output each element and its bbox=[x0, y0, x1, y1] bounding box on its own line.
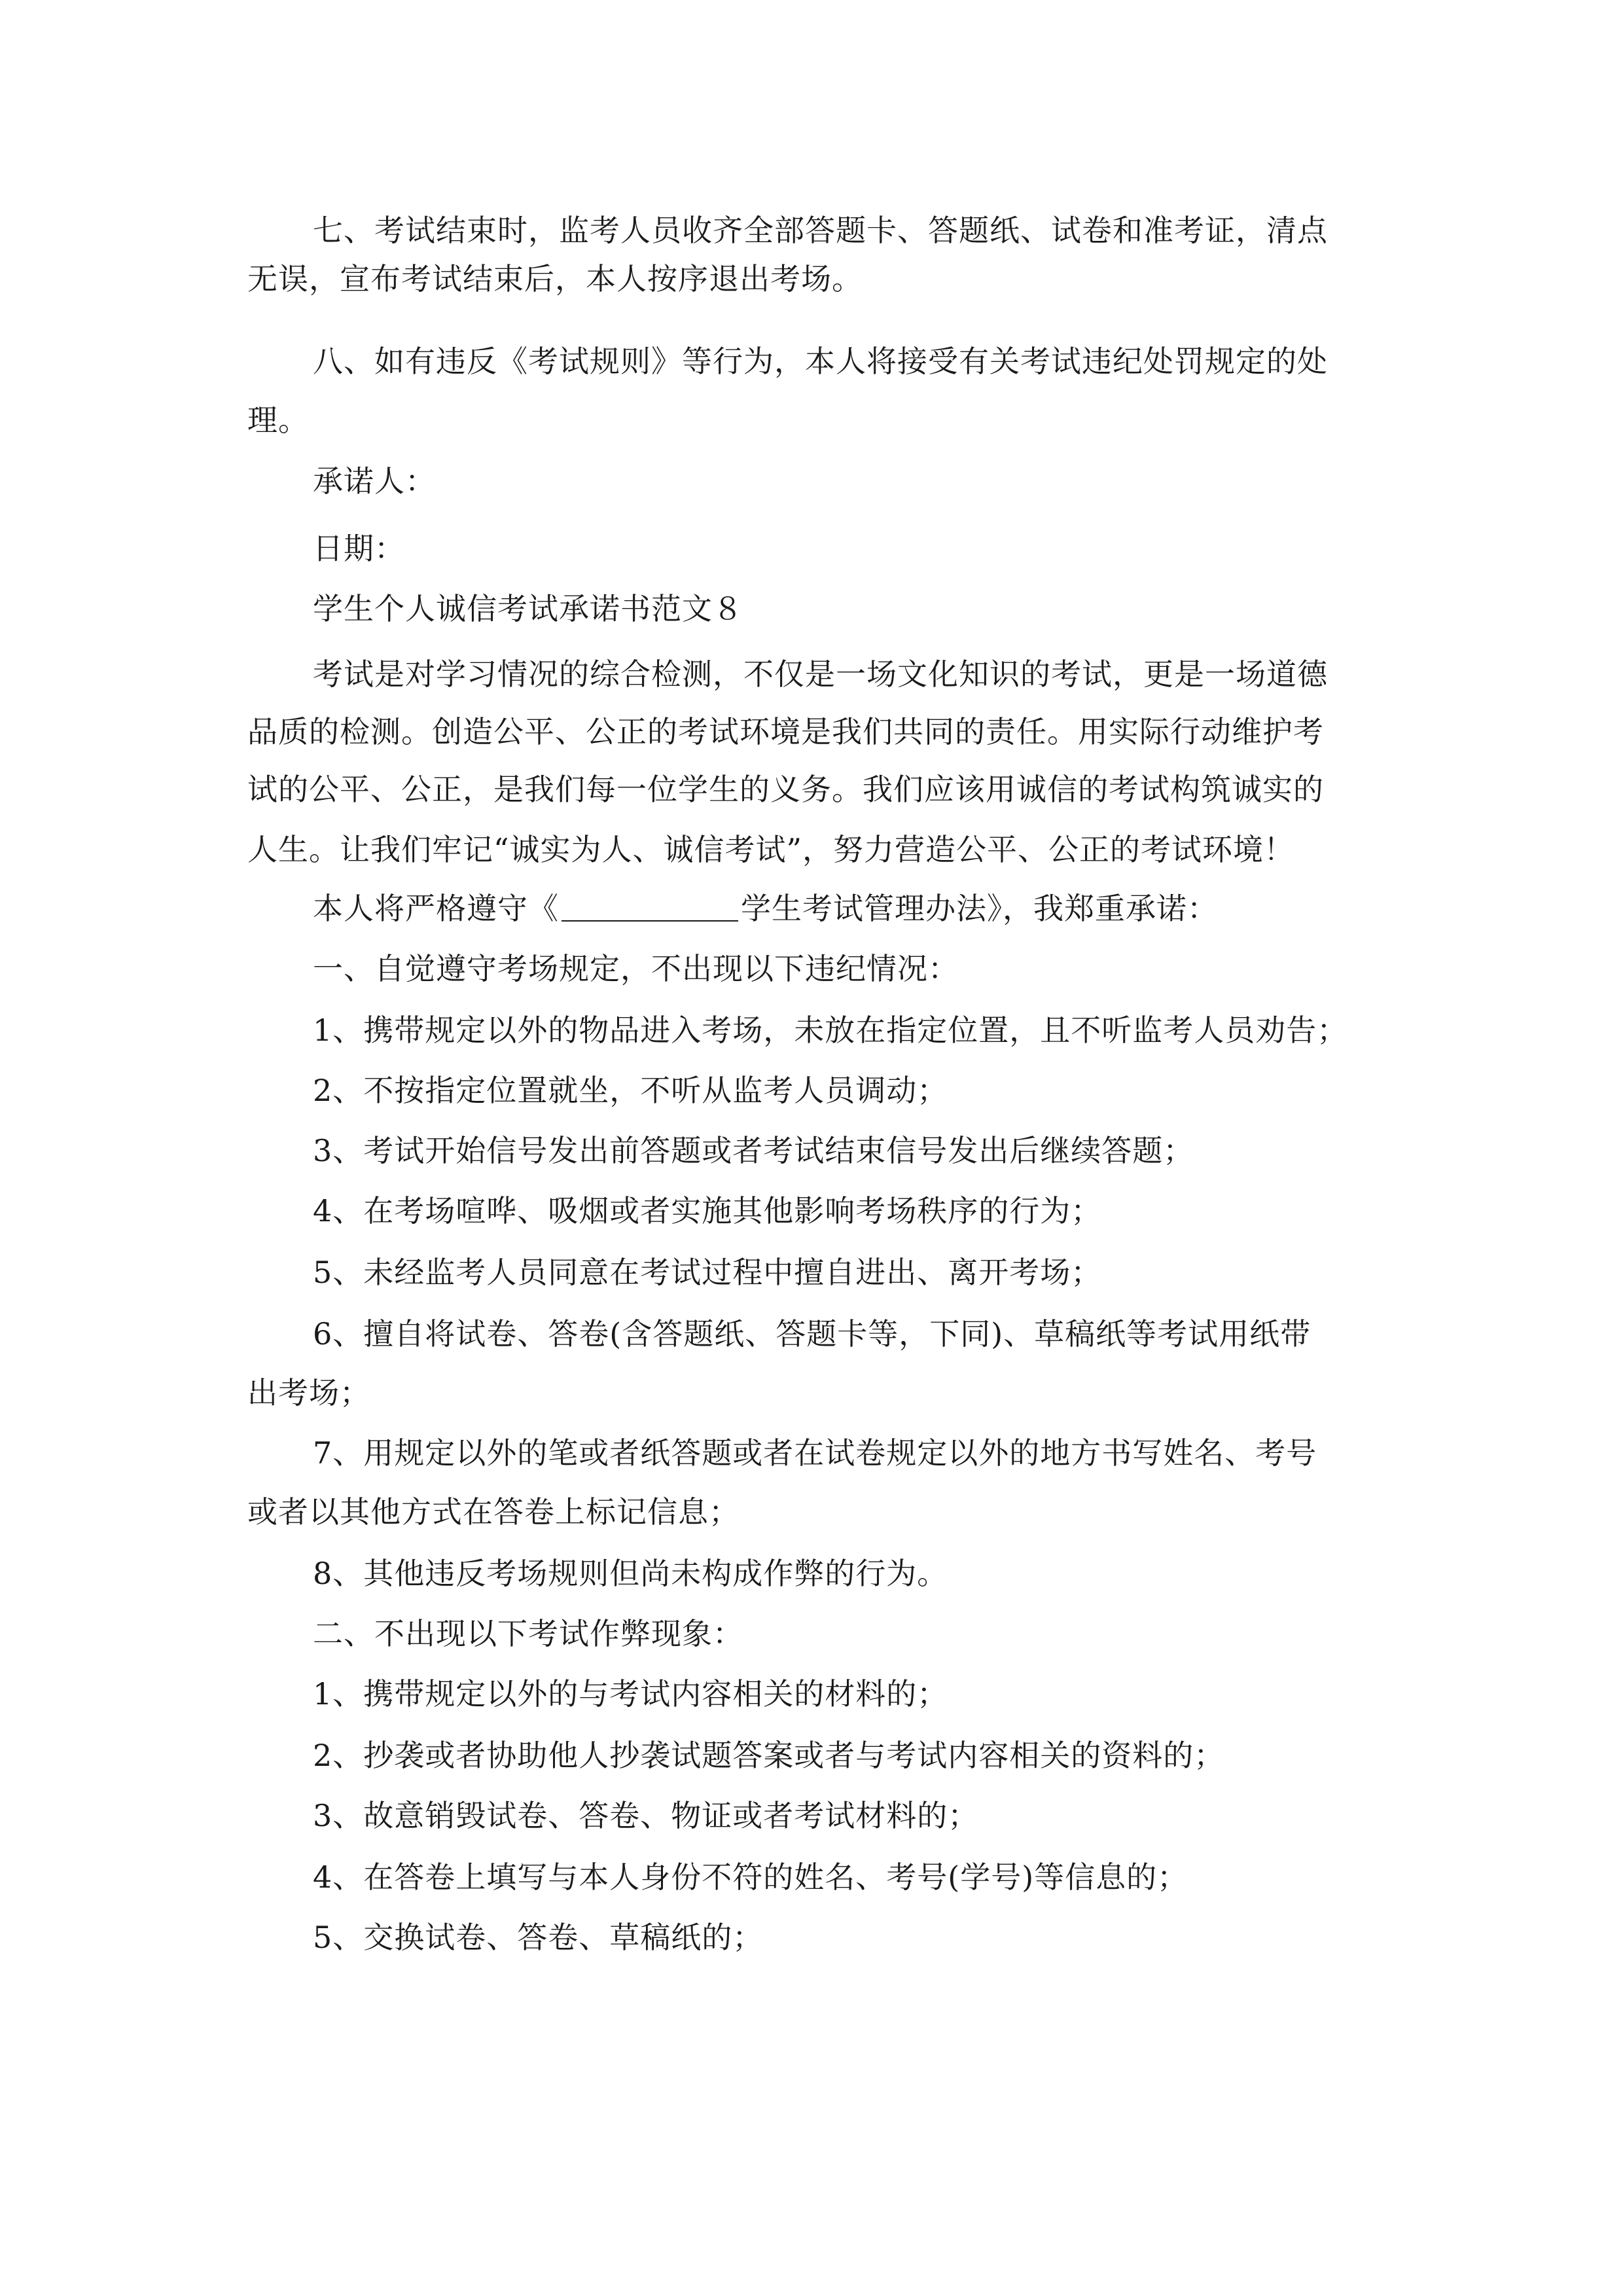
date-label: 日期： bbox=[313, 531, 405, 566]
pledge-line-after: 学生考试管理办法》，我郑重承诺： bbox=[741, 891, 1218, 926]
rule-1-3: 3、考试开始信号发出前答题或者考试结束信号发出后继续答题； bbox=[313, 1133, 1194, 1168]
intro-line-3: 试的公平、公正，是我们每一位学生的义务。我们应该用诚信的考试构筑诚实的 bbox=[247, 772, 1324, 807]
intro-line-2: 品质的检测。创造公平、公正的考试环境是我们共同的责任。用实际行动维护考 bbox=[247, 714, 1324, 749]
signer-label: 承诺人： bbox=[313, 463, 436, 499]
rule-1-7-line-2: 或者以其他方式在答卷上标记信息； bbox=[247, 1494, 740, 1530]
rule-2-1: 1、携带规定以外的与考试内容相关的材料的； bbox=[313, 1676, 948, 1712]
intro-line-4: 人生。让我们牢记“诚实为人、诚信考试”，努力营造公平、公正的考试环境！ bbox=[247, 832, 1295, 867]
para-7-line-2: 无误，宣布考试结束后，本人按序退出考场。 bbox=[247, 261, 863, 296]
rule-1-6-line-1: 6、擅自将试卷、答卷(含答题纸、答题卡等，下同)、草稿纸等考试用纸带 bbox=[313, 1316, 1311, 1352]
rule-1-8: 8、其他违反考场规则但尚未构成作弊的行为。 bbox=[313, 1556, 948, 1591]
rule-1-7-line-1: 7、用规定以外的笔或者纸答题或者在试卷规定以外的地方书写姓名、考号 bbox=[313, 1435, 1317, 1471]
rule-2-3: 3、故意销毁试卷、答卷、物证或者考试材料的； bbox=[313, 1798, 979, 1833]
para-8-line-1: 八、如有违反《考试规则》等行为，本人将接受有关考试违纪处罚规定的处 bbox=[313, 344, 1328, 379]
rule-1-1: 1、携带规定以外的物品进入考场，未放在指定位置，且不听监考人员劝告； bbox=[313, 1013, 1348, 1048]
fill-in-blank[interactable] bbox=[562, 891, 738, 922]
rule-1-6-line-2: 出考场； bbox=[247, 1375, 370, 1410]
rule-1-4: 4、在考场喧哗、吸烟或者实施其他影响考场秩序的行为； bbox=[313, 1193, 1102, 1229]
rule-1-5: 5、未经监考人员同意在考试过程中擅自进出、离开考场； bbox=[313, 1255, 1102, 1290]
rule-2-5: 5、交换试卷、答卷、草稿纸的； bbox=[313, 1920, 764, 1955]
intro-line-1: 考试是对学习情况的综合检测，不仅是一场文化知识的考试，更是一场道德 bbox=[313, 656, 1328, 692]
section-title: 学生个人诚信考试承诺书范文８ bbox=[313, 591, 743, 626]
para-7-line-1: 七、考试结束时，监考人员收齐全部答题卡、答题纸、试卷和准考证，清点 bbox=[313, 213, 1328, 248]
rule-1-2: 2、不按指定位置就坐，不听从监考人员调动； bbox=[313, 1073, 948, 1108]
section-one-heading: 一、自觉遵守考场规定，不出现以下违纪情况： bbox=[313, 951, 959, 986]
rule-2-4: 4、在答卷上填写与本人身份不符的姓名、考号(学号)等信息的； bbox=[313, 1859, 1188, 1895]
section-two-heading: 二、不出现以下考试作弊现象： bbox=[313, 1616, 743, 1651]
pledge-line-before: 本人将严格遵守《 bbox=[313, 891, 559, 926]
para-8-line-2: 理。 bbox=[247, 403, 309, 438]
pledge-line bbox=[313, 889, 1465, 928]
rule-2-2: 2、抄袭或者协助他人抄袭试题答案或者与考试内容相关的资料的； bbox=[313, 1738, 1225, 1773]
